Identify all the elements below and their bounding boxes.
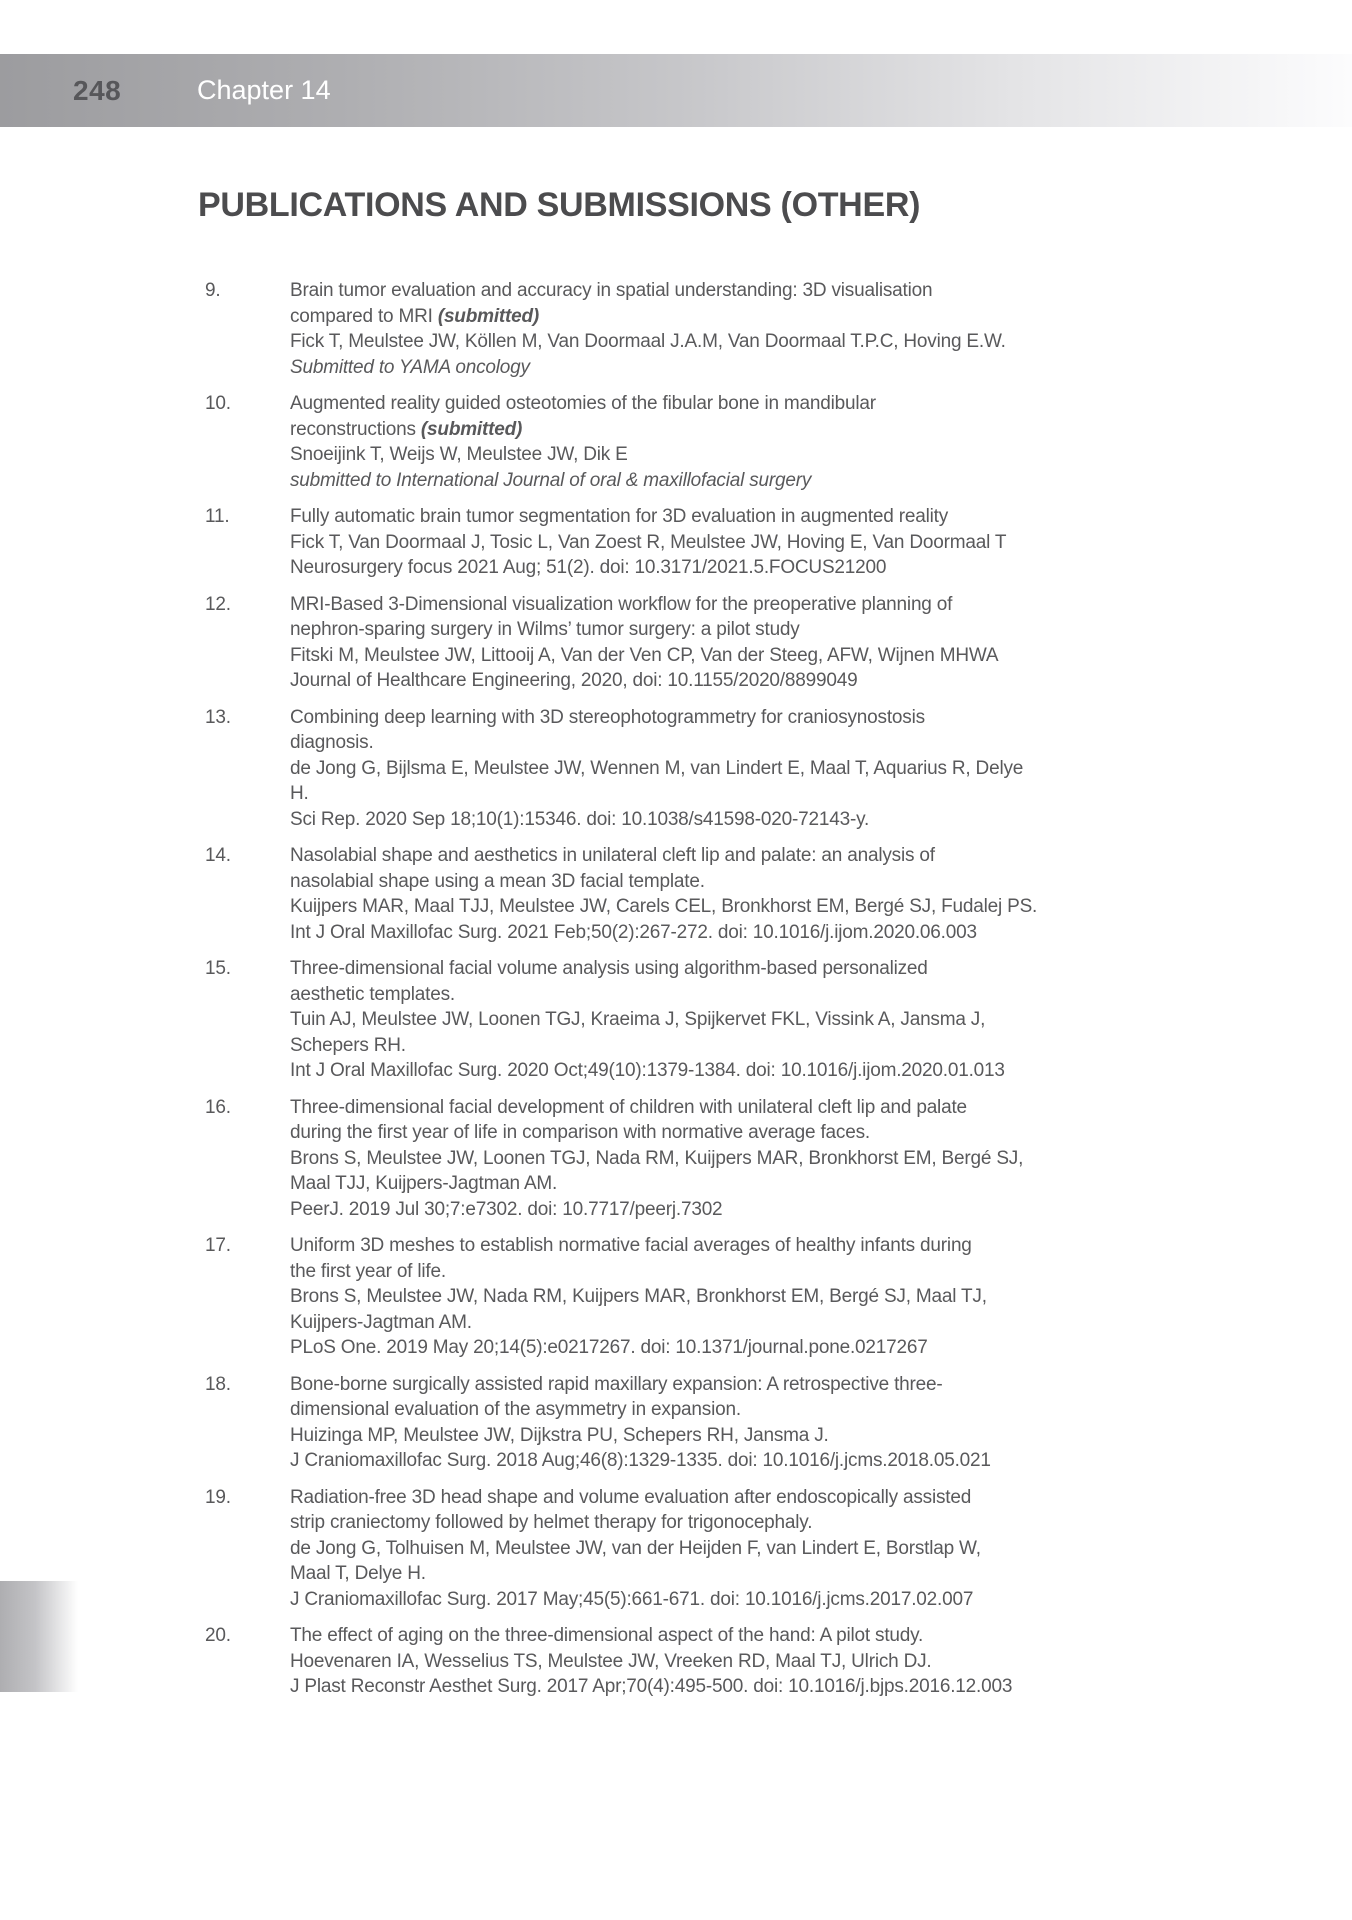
corner-decoration	[0, 1581, 78, 1692]
reference-text-segment: (submitted)	[437, 305, 540, 327]
reference-text-segment: Three-dimensional facial development of children with unilateral cleft lip and palate	[290, 1096, 967, 1118]
reference-line	[290, 417, 1205, 443]
reference-line	[290, 781, 1205, 807]
reference-line	[290, 1233, 1205, 1259]
reference-line	[290, 730, 1205, 756]
reference-line	[290, 1310, 1205, 1336]
reference-line	[290, 1171, 1205, 1197]
reference-line	[290, 1649, 1205, 1675]
reference-item	[205, 504, 1205, 581]
reference-line	[290, 1095, 1205, 1121]
reference-body	[290, 278, 1205, 380]
reference-line	[290, 869, 1205, 895]
reference-item	[205, 956, 1205, 1084]
reference-line	[290, 504, 1205, 530]
reference-item	[205, 705, 1205, 833]
reference-line	[290, 956, 1205, 982]
reference-body	[290, 504, 1205, 581]
reference-text-segment: submitted to International Journal of oral & maxillofacial surgery	[290, 469, 812, 491]
reference-text-segment: Maal T, Delye H.	[290, 1563, 426, 1584]
reference-text-segment: the first year of life.	[290, 1260, 446, 1282]
reference-line	[290, 1146, 1205, 1172]
reference-text-segment: Radiation-free 3D head shape and volume evaluation after endoscopically assisted	[290, 1486, 972, 1508]
reference-number: 15.	[205, 958, 231, 979]
reference-body	[290, 956, 1205, 1084]
reference-line	[290, 1674, 1205, 1700]
reference-text-segment: Bone-borne surgically assisted rapid maxillary expansion: A retrospective three-	[290, 1373, 943, 1395]
reference-line	[290, 1335, 1205, 1361]
reference-text-segment: Journal of Healthcare Engineering, 2020, doi: 10.1155/2020/8899049	[290, 670, 858, 691]
reference-body	[290, 843, 1205, 945]
reference-line	[290, 1423, 1205, 1449]
reference-line	[290, 1372, 1205, 1398]
reference-line	[290, 807, 1205, 833]
reference-text-segment: Sci Rep. 2020 Sep 18;10(1):15346. doi: 10.1038/s41598-020-72143-y.	[290, 808, 870, 830]
reference-body	[290, 592, 1205, 694]
chapter-label: Chapter 14	[197, 75, 331, 105]
reference-line	[290, 555, 1205, 581]
reference-text-segment: diagnosis.	[290, 732, 374, 753]
reference-text-segment: Fitski M, Meulstee JW, Littooij A, Van der Ven CP, Van der Steeg, AFW, Wijnen MHWA	[290, 644, 999, 666]
reference-text-segment: Hoevenaren IA, Wesselius TS, Meulstee JW, Vreeken RD, Maal TJ, Ulrich DJ.	[290, 1650, 932, 1672]
reference-body	[290, 1372, 1205, 1474]
reference-number: 16.	[205, 1096, 231, 1118]
reference-line	[290, 843, 1205, 869]
reference-line	[290, 1033, 1205, 1059]
reference-text-segment: J Craniomaxillofac Surg. 2018 Aug;46(8):1329-1335. doi: 10.1016/j.jcms.2018.05.021	[290, 1450, 991, 1471]
references-list	[205, 278, 1205, 1711]
reference-line	[290, 617, 1205, 643]
reference-text-segment: Brons S, Meulstee JW, Nada RM, Kuijpers MAR, Bronkhorst EM, Bergé SJ, Maal TJ,	[290, 1286, 987, 1307]
reference-text-segment: during the first year of life in comparison with normative average faces.	[290, 1122, 870, 1143]
reference-text-segment: dimensional evaluation of the asymmetry in expansion.	[290, 1399, 741, 1420]
reference-text-segment: Int J Oral Maxillofac Surg. 2021 Feb;50(2):267-272. doi: 10.1016/j.ijom.2020.06.003	[290, 921, 977, 943]
reference-text-segment: Fick T, Meulstee JW, Köllen M, Van Doormaal J.A.M, Van Doormaal T.P.C, Hoving E.W.	[290, 331, 1006, 352]
reference-text-segment: Huizinga MP, Meulstee JW, Dijkstra PU, Schepers RH, Jansma J.	[290, 1424, 829, 1446]
reference-text-segment: H.	[290, 783, 309, 804]
reference-text-segment: (submitted)	[420, 418, 523, 440]
page-number: 248	[73, 74, 122, 106]
reference-line	[290, 756, 1205, 782]
reference-text-segment: Schepers RH.	[290, 1034, 406, 1056]
reference-line	[290, 668, 1205, 694]
reference-text-segment: compared to MRI	[290, 305, 438, 327]
reference-line	[290, 329, 1205, 355]
reference-text-segment: Tuin AJ, Meulstee JW, Loonen TGJ, Kraeima J, Spijkervet FKL, Vissink A, Jansma J,	[290, 1009, 986, 1030]
reference-text-segment: Nasolabial shape and aesthetics in unilateral cleft lip and palate: an analysis of	[290, 845, 935, 866]
reference-line	[290, 1284, 1205, 1310]
reference-line	[290, 1007, 1205, 1033]
reference-line	[290, 1259, 1205, 1285]
reference-item	[205, 1095, 1205, 1223]
reference-item	[205, 1485, 1205, 1613]
reference-line	[290, 1510, 1205, 1536]
reference-line	[290, 1448, 1205, 1474]
reference-text-segment: de Jong G, Bijlsma E, Meulstee JW, Wennen M, van Lindert E, Maal T, Aquarius R, Delye	[290, 757, 1024, 779]
reference-line	[290, 530, 1205, 556]
reference-line	[290, 894, 1205, 920]
reference-line	[290, 592, 1205, 618]
reference-item	[205, 278, 1205, 380]
reference-line	[290, 442, 1205, 468]
reference-text-segment: Fully automatic brain tumor segmentation for 3D evaluation in augmented reality	[290, 506, 948, 527]
reference-line	[290, 1397, 1205, 1423]
reference-line	[290, 1587, 1205, 1613]
reference-number: 11.	[205, 506, 230, 527]
reference-number: 10.	[205, 393, 231, 414]
reference-text-segment: strip craniectomy followed by helmet therapy for trigonocephaly.	[290, 1512, 813, 1533]
reference-line	[290, 982, 1205, 1008]
reference-text-segment: Three-dimensional facial volume analysis using algorithm-based personalized	[290, 958, 928, 979]
reference-number: 20.	[205, 1625, 231, 1646]
reference-item	[205, 843, 1205, 945]
reference-number: 19.	[205, 1486, 231, 1508]
reference-body	[290, 1485, 1205, 1613]
reference-line	[290, 705, 1205, 731]
reference-text-segment: Maal TJJ, Kuijpers-Jagtman AM.	[290, 1173, 558, 1194]
reference-item	[205, 391, 1205, 493]
reference-text-segment: Snoeijink T, Weijs W, Meulstee JW, Dik E	[290, 444, 628, 465]
reference-text-segment: de Jong G, Tolhuisen M, Meulstee JW, van der Heijden F, van Lindert E, Borstlap W,	[290, 1537, 981, 1559]
reference-line	[290, 1561, 1205, 1587]
reference-text-segment: Brain tumor evaluation and accuracy in spatial understanding: 3D visualisation	[290, 280, 933, 301]
reference-body	[290, 391, 1205, 493]
reference-line	[290, 1536, 1205, 1562]
page-title: PUBLICATIONS AND SUBMISSIONS (OTHER)	[198, 186, 921, 224]
reference-item	[205, 1372, 1205, 1474]
reference-body	[290, 1623, 1205, 1700]
reference-text-segment: Kuijpers MAR, Maal TJJ, Meulstee JW, Carels CEL, Bronkhorst EM, Bergé SJ, Fudalej PS.	[290, 896, 1038, 917]
reference-text-segment: Combining deep learning with 3D stereophotogrammetry for craniosynostosis	[290, 706, 925, 728]
reference-line	[290, 1485, 1205, 1511]
reference-text-segment: Kuijpers-Jagtman AM.	[290, 1311, 472, 1333]
reference-text-segment: MRI-Based 3-Dimensional visualization workflow for the preoperative planning of	[290, 593, 953, 615]
reference-text-segment: Fick T, Van Doormaal J, Tosic L, Van Zoest R, Meulstee JW, Hoving E, Van Doormaal T	[290, 531, 1007, 553]
reference-number: 12.	[205, 593, 231, 615]
reference-number: 18.	[205, 1373, 231, 1395]
reference-text-segment: Brons S, Meulstee JW, Loonen TGJ, Nada RM, Kuijpers MAR, Bronkhorst EM, Bergé SJ,	[290, 1147, 1024, 1169]
reference-line	[290, 391, 1205, 417]
reference-item	[205, 1233, 1205, 1361]
reference-text-segment: J Plast Reconstr Aesthet Surg. 2017 Apr;70(4):495-500. doi: 10.1016/j.bjps.2016.12.003	[290, 1676, 1013, 1697]
reference-text-segment: Uniform 3D meshes to establish normative facial averages of healthy infants during	[290, 1235, 972, 1256]
reference-line	[290, 355, 1205, 381]
reference-body	[290, 705, 1205, 833]
reference-item	[205, 1623, 1205, 1700]
reference-body	[290, 1095, 1205, 1223]
reference-text-segment: nephron-sparing surgery in Wilms’ tumor surgery: a pilot study	[290, 619, 800, 640]
reference-text-segment: aesthetic templates.	[290, 983, 455, 1005]
reference-item	[205, 592, 1205, 694]
reference-text-segment: Neurosurgery focus 2021 Aug; 51(2). doi: 10.3171/2021.5.FOCUS21200	[290, 557, 887, 578]
reference-text-segment: The effect of aging on the three-dimensional aspect of the hand: A pilot study.	[290, 1625, 924, 1646]
reference-line	[290, 278, 1205, 304]
reference-line	[290, 468, 1205, 494]
reference-line	[290, 304, 1205, 330]
reference-text-segment: nasolabial shape using a mean 3D facial template.	[290, 870, 705, 892]
reference-number: 13.	[205, 706, 231, 728]
reference-text-segment: Submitted to YAMA oncology	[290, 356, 530, 378]
reference-text-segment: reconstructions	[290, 418, 421, 440]
reference-text-segment: J Craniomaxillofac Surg. 2017 May;45(5):661-671. doi: 10.1016/j.jcms.2017.02.007	[290, 1588, 974, 1610]
reference-line	[290, 1120, 1205, 1146]
page-header-bar	[0, 54, 1352, 127]
reference-line	[290, 1623, 1205, 1649]
reference-line	[290, 1197, 1205, 1223]
reference-body	[290, 1233, 1205, 1361]
reference-line	[290, 920, 1205, 946]
reference-text-segment: Augmented reality guided osteotomies of the fibular bone in mandibular	[290, 393, 876, 414]
reference-number: 17.	[205, 1235, 231, 1256]
reference-line	[290, 1058, 1205, 1084]
reference-line	[290, 643, 1205, 669]
reference-number: 9.	[205, 280, 221, 301]
reference-text-segment: PeerJ. 2019 Jul 30;7:e7302. doi: 10.7717/peerj.7302	[290, 1198, 723, 1220]
reference-text-segment: Int J Oral Maxillofac Surg. 2020 Oct;49(10):1379-1384. doi: 10.1016/j.ijom.2020.01.013	[290, 1060, 1005, 1081]
reference-number: 14.	[205, 845, 231, 866]
reference-text-segment: PLoS One. 2019 May 20;14(5):e0217267. doi: 10.1371/journal.pone.0217267	[290, 1337, 928, 1358]
